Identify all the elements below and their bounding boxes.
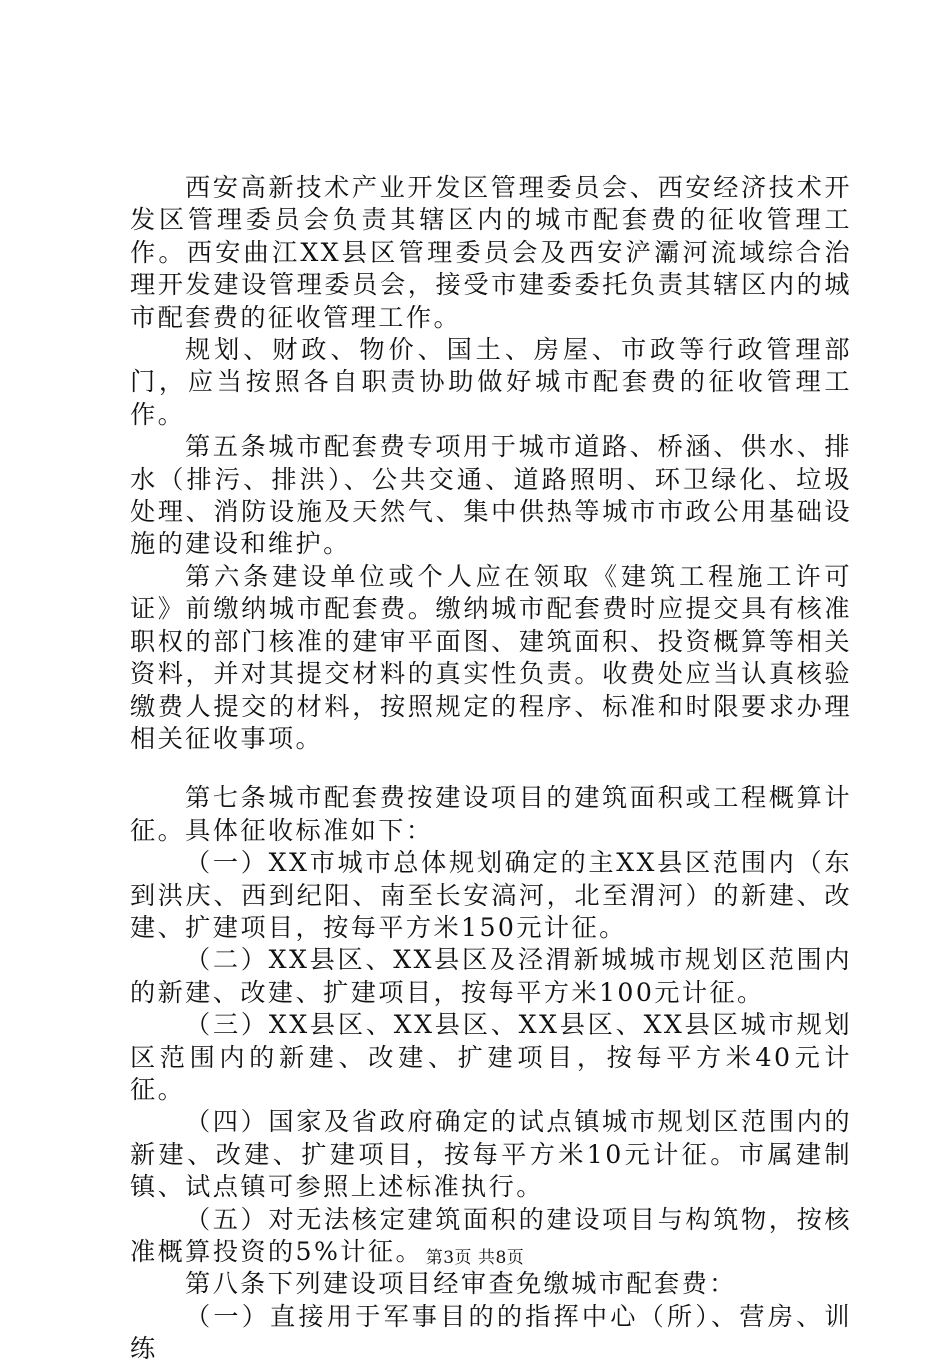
paragraph-item-5: （五）对无法核定建筑面积的建设项目与构筑物，按核准概算投资的5%计征。 — [130, 1204, 852, 1266]
paragraph-article-5: 第五条城市配套费专项用于城市道路、桥涵、供水、排水（排污、排洪）、公共交通、道路照明、环卫绿化、垃圾处理、消防设施及天然气、集中供热等城市市政公用基础设施的建设和维护。 — [130, 432, 852, 559]
paragraph-item-1: （一）XX市城市总体规划确定的主XX县区范围内（东到洪庆、西到纪阳、南至长安滈河，北至渭河）的新建、改建、扩建项目，按每平方米150元计征。 — [130, 848, 852, 942]
page-number-footer: 第3页 共8页 — [425, 1248, 525, 1268]
paragraph-departments: 规划、财政、物价、国土、房屋、市政等行政管理部门，应当按照各自职责协助做好城市配套费的征收管理工作。 — [130, 335, 852, 429]
paragraph-article-8: 第八条下列建设项目经审查免缴城市配套费： — [185, 1269, 737, 1299]
paragraph-item-4: （四）国家及省政府确定的试点镇城市规划区范围内的新建、改建、扩建项目，按每平方米10元计征。市属建制镇、试点镇可参照上述标准执行。 — [130, 1107, 852, 1202]
paragraph-spacer — [130, 755, 852, 782]
document-body — [130, 172, 852, 1366]
paragraph-item-2: （二）XX县区、XX县区及泾渭新城城市规划区范围内的新建、改建、扩建项目，按每平方米100元计征。 — [130, 945, 852, 1007]
paragraph-jurisdiction: 西安高新技术产业开发区管理委员会、西安经济技术开发区管理委员会负责其辖区内的城市配套费的征收管理工作。西安曲江XX县区管理委员会及西安浐灞河流域综合治理开发建设管理委员会，接受市建委委托负责其辖区内的城市配套费的征收管理工作。 — [130, 173, 852, 332]
paragraph-item-3: （三）XX县区、XX县区、XX县区、XX县区城市规划区范围内的新建、改建、扩建项目，按每平方米40元计征。 — [130, 1010, 852, 1104]
paragraph-article-6: 第六条建设单位或个人应在领取《建筑工程施工许可证》前缴纳城市配套费。缴纳城市配套费时应提交具有核准职权的部门核准的建审平面图、建筑面积、投资概算等相关资料，并对其提交材料的真实性负责。收费处应当认真核验缴费人提交的材料，按照规定的程序、标准和时限要求办理相关征收事项。 — [130, 561, 852, 753]
paragraph-article-7: 第七条城市配套费按建设项目的建筑面积或工程概算计征。具体征收标准如下： — [130, 783, 852, 845]
paragraph-exemption-1: （一）直接用于军事目的的指挥中心（所）、营房、训练 — [130, 1301, 852, 1364]
